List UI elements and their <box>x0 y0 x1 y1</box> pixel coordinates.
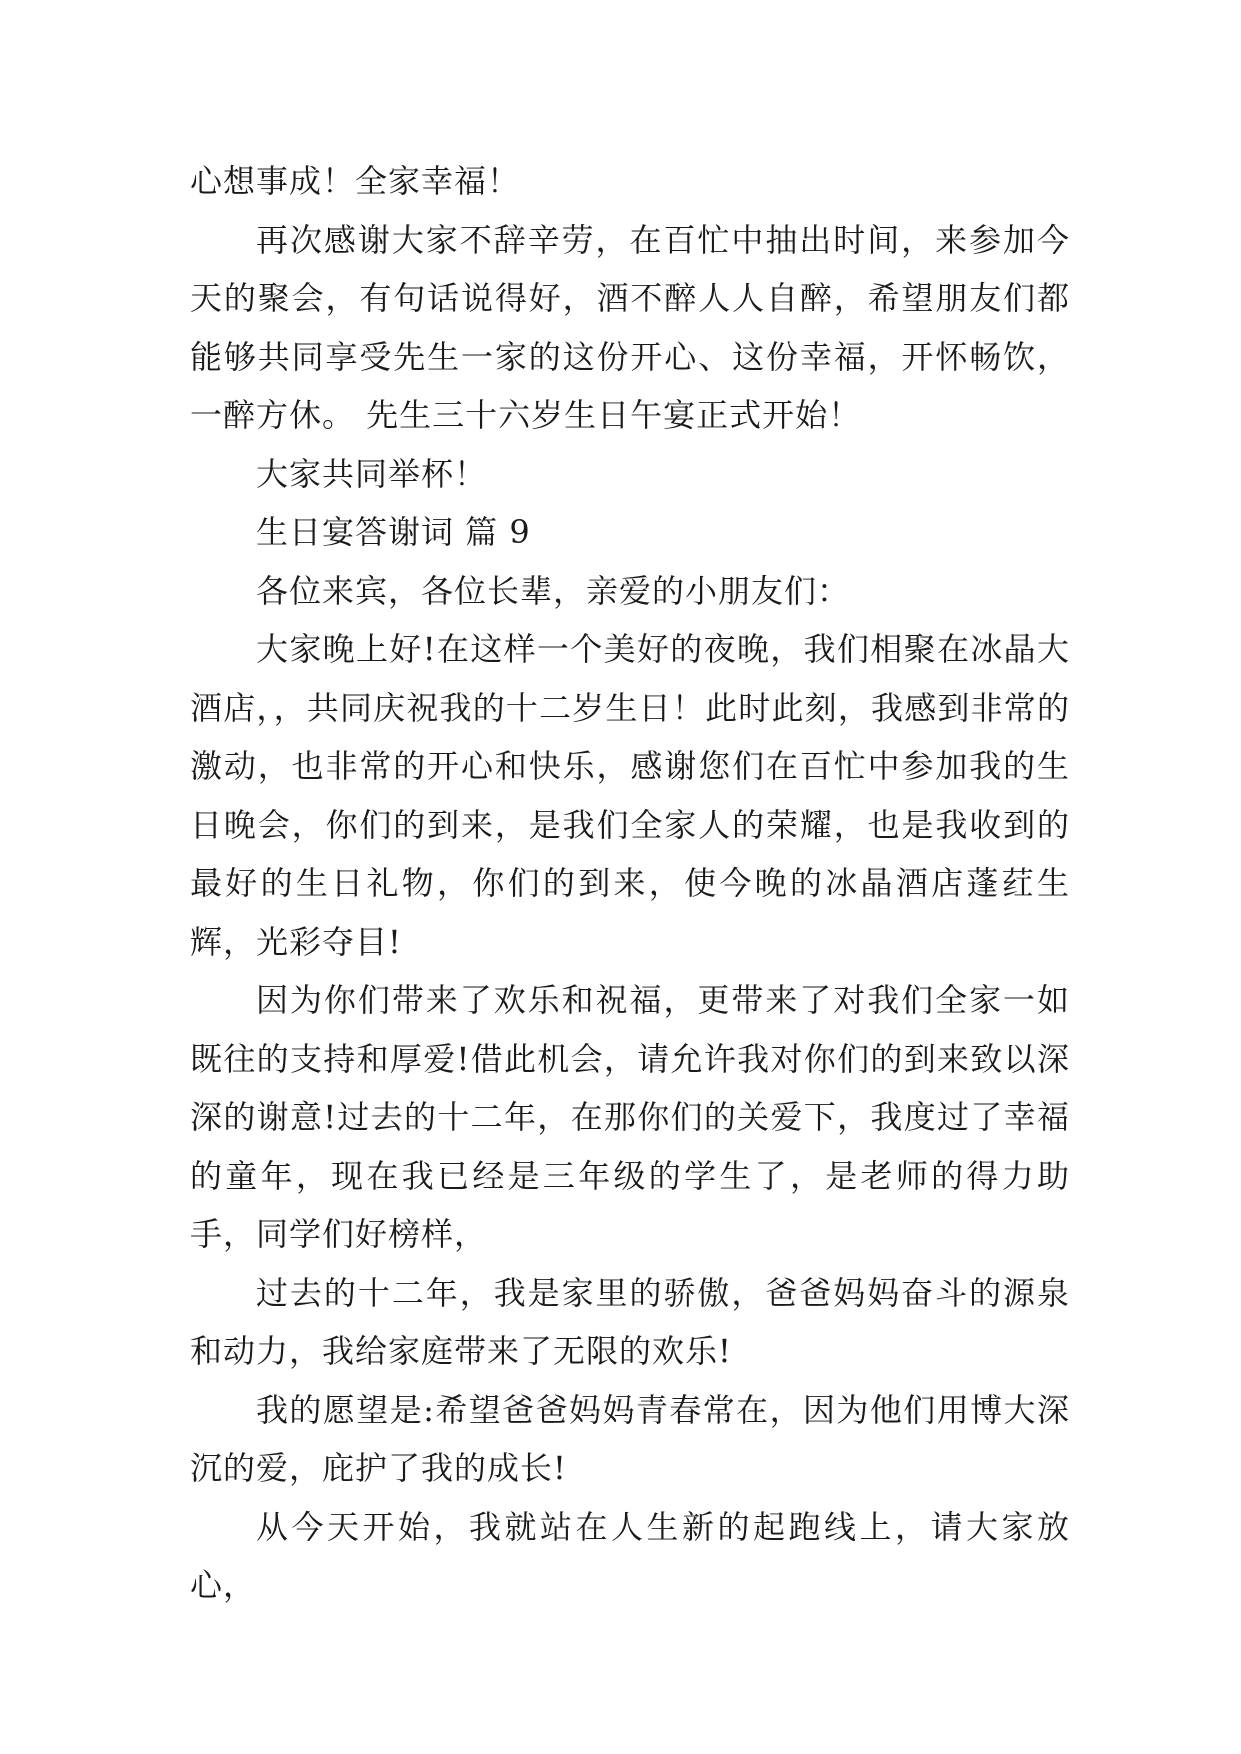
paragraph-9: 我的愿望是:希望爸爸妈妈青春常在，因为他们用博大深沉的爱，庇护了我的成长! <box>190 1390 1070 1487</box>
paragraph-8: 过去的十二年，我是家里的骄傲，爸爸妈妈奋斗的源泉和动力，我给家庭带来了无限的欢乐! <box>190 1273 1070 1370</box>
paragraph-3: 大家共同举杯！ <box>256 454 488 493</box>
salutation: 各位来宾，各位长辈，亲爱的小朋友们： <box>256 571 851 610</box>
document-body <box>190 152 1070 1615</box>
paragraph-1: 心想事成！全家幸福！ <box>190 162 521 200</box>
paragraph-2: 再次感谢大家不辞辛劳，在百忙中抽出时间，来参加今天的聚会，有句话说得好，酒不醉人人自醉，希望朋友们都能够共同享受先生一家的这份开心、这份幸福，开怀畅饮，一醉方休。 先生三十六岁生日午宴正式开始！ <box>190 220 1070 434</box>
paragraph-7: 因为你们带来了欢乐和祝福，更带来了对我们全家一如既往的支持和厚爱!借此机会，请允许我对你们的到来致以深深的谢意!过去的十二年，在那你们的关爱下，我度过了幸福的童年，现在我已经是三年级的学生了，是老师的得力助手，同学们好榜样， <box>190 981 1070 1253</box>
section-heading: 生日宴答谢词 篇 9 <box>256 513 531 551</box>
paragraph-10: 从今天开始，我就站在人生新的起跑线上，请大家放心， <box>190 1507 1070 1604</box>
paragraph-6: 大家晚上好!在这样一个美好的夜晚，我们相聚在冰晶大酒店，，共同庆祝我的十二岁生日！此时此刻，我感到非常的激动，也非常的开心和快乐，感谢您们在百忙中参加我的生日晚会，你们的到来，是我们全家人的荣耀，也是我收到的最好的生日礼物，你们的到来，使今晚的冰晶酒店蓬荭生辉，光彩夺目! <box>190 630 1070 961</box>
